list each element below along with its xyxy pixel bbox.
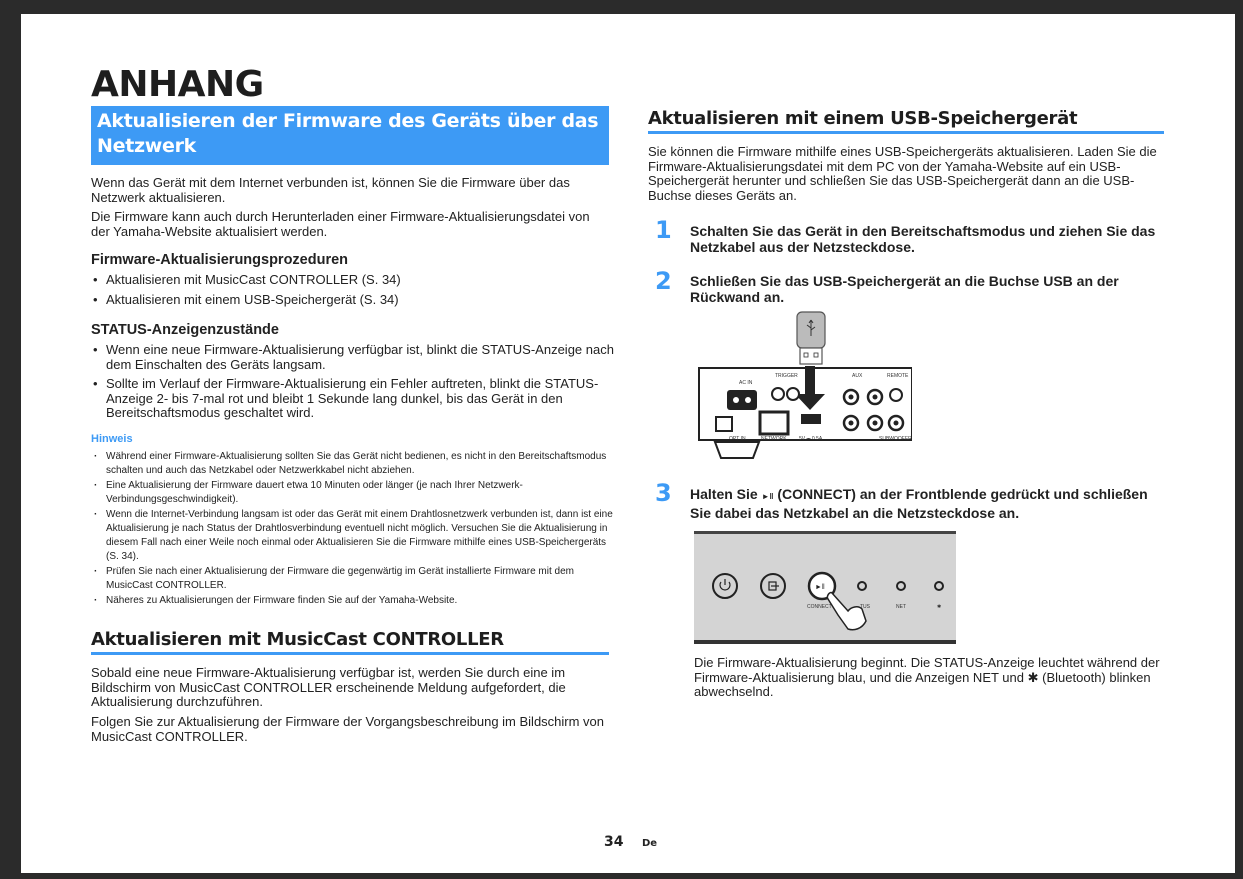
status-list bbox=[91, 343, 616, 426]
usb-heading: Aktualisieren mit einem USB-Speichergerät bbox=[648, 108, 1164, 134]
label-subwoofer: SUBWOOFER bbox=[879, 436, 912, 442]
step-number-2: 2 bbox=[655, 267, 672, 295]
section-title-network-update bbox=[91, 106, 609, 165]
label-usb: 5V ⎓ 0.5A bbox=[799, 436, 823, 442]
intro-paragraph-1 bbox=[91, 176, 621, 205]
procedure-link-usb[interactable]: • Aktualisieren mit einem USB-Speichergerät (S. 34) bbox=[91, 293, 621, 308]
step-text-1: Schalten Sie das Gerät in den Bereitschaftsmodus und ziehen Sie das Netzkabel aus der Netzsteckdose. bbox=[690, 223, 1156, 255]
procedures-list bbox=[91, 273, 621, 312]
step-text-3 bbox=[690, 486, 1165, 521]
chapter-title: ANHANG bbox=[91, 64, 264, 105]
label-aux: AUX bbox=[852, 373, 863, 379]
label-connect: CONNECT bbox=[807, 604, 832, 610]
musiccast-heading: Aktualisieren mit MusicCast CONTROLLER bbox=[91, 629, 609, 655]
usb-stick-icon bbox=[797, 312, 825, 364]
document-page bbox=[21, 14, 1235, 873]
step-text-2: Schließen Sie das USB-Speichergerät an die Buchse USB an der Rückwand an. bbox=[690, 273, 1119, 305]
step-number-1: 1 bbox=[655, 216, 672, 244]
page-number: 34 bbox=[604, 834, 624, 850]
musiccast-paragraph-1: Sobald eine neue Firmware-Aktualisierung verfügbar ist, werden Sie durch eine im Bildschirm von MusicCast CONTROLLER erscheinende Meldung aufgefordert, die Aktualisierung durchzuführen. bbox=[91, 665, 566, 709]
notes-list bbox=[91, 450, 616, 609]
label-net: NET bbox=[896, 604, 906, 610]
label-opt-in: OPT IN bbox=[729, 436, 746, 442]
section-title-line2: Netzwerk bbox=[97, 135, 196, 157]
status-item: • Sollte im Verlauf der Firmware-Aktualisierung ein Fehler auftreten, blinkt die STATUS-Anzeige 2- bis 7-mal rot und bleibt 1 Sekunde lang dunkel, bis das Gerät in den Bereitschaftsmodus geschaltet wird. bbox=[91, 377, 616, 421]
input-button-icon bbox=[761, 574, 785, 598]
bluetooth-icon: ✱ bbox=[1027, 669, 1039, 685]
intro-p1-line2: Netzwerk aktualisieren. bbox=[91, 189, 226, 205]
svg-text:►‖: ►‖ bbox=[815, 584, 825, 591]
note-item: · Während einer Firmware-Aktualisierung sollten Sie das Gerät nicht bedienen, es nicht in den Bereitschaftsmodus schalten und auch das Netzkabel oder Netzwerkkabel nicht abziehen. bbox=[91, 450, 616, 478]
label-trigger: TRIGGER bbox=[775, 373, 798, 379]
play-pause-icon: ►‖ bbox=[761, 492, 774, 501]
note-item: · Prüfen Sie nach einer Aktualisierung der Firmware die gegenwärtig im Gerät installierte Firmware mit dem MusicCast CONTROLLER. bbox=[91, 565, 616, 593]
section-title-line1: Aktualisieren der Firmware des Geräts über das bbox=[97, 110, 599, 132]
note-item: · Näheres zu Aktualisierungen der Firmware finden Sie auf der Yamaha-Website. bbox=[91, 594, 616, 608]
usb-intro: Sie können die Firmware mithilfe eines USB-Speichergeräts aktualisieren. Laden Sie die Firmware-Aktualisierungsdatei mit dem PC von der Yamaha-Website auf ein USB-Speichergerät herunter und schließen Sie das USB-Speichergerät dann an die USB-Buchse dieses Geräts an. bbox=[648, 144, 1157, 203]
note-item: · Wenn die Internet-Verbindung langsam ist oder das Gerät mit einem Drahtlosnetzwerk verbunden ist, dann ist eine Aktualisierung je nach Status der Drahtlosverbindung eventuell nicht möglich. Versuchen Sie die Aktualisierung in diesem Fall nach einer Weile noch einmal oder Aktualisieren Sie die Firmware mithilfe eines USB-Speichergeräts (S. 34). bbox=[91, 508, 616, 564]
label-network: NETWORK bbox=[761, 436, 787, 442]
language-code: De bbox=[642, 838, 658, 849]
status-item: • Wenn eine neue Firmware-Aktualisierung verfügbar ist, blinkt die STATUS-Anzeige nach dem Einschalten des Geräts langsam. bbox=[91, 343, 616, 372]
musiccast-paragraph-2: Folgen Sie zur Aktualisierung der Firmware der Vorgangsbeschreibung im Bildschirm von MusicCast CONTROLLER. bbox=[91, 714, 605, 744]
step3-text-after: (CONNECT) an der Frontblende gedrückt und schließen Sie dabei das Netzkabel an die Netzsteckdose an. bbox=[690, 486, 1148, 521]
front-panel-illustration bbox=[694, 531, 956, 644]
bluetooth-icon: ✱ bbox=[937, 604, 942, 610]
result-text bbox=[694, 656, 1164, 700]
label-status: TUS bbox=[860, 604, 870, 610]
procedure-link-musiccast[interactable]: • Aktualisieren mit MusicCast CONTROLLER (S. 34) bbox=[91, 273, 621, 288]
rear-panel-illustration bbox=[697, 306, 912, 466]
intro-p1-line1: Wenn das Gerät mit dem Internet verbunden ist, können Sie die Firmware über das bbox=[91, 175, 570, 190]
intro-paragraph-2 bbox=[91, 210, 631, 239]
label-remote: REMOTE bbox=[887, 373, 909, 379]
procedures-heading: Firmware-Aktualisierungsprozeduren bbox=[91, 252, 349, 268]
note-item: · Eine Aktualisierung der Firmware dauert etwa 10 Minuten oder länger (je nach Ihrer Netzwerk-Verbindungsgeschwindigkeit). bbox=[91, 479, 616, 507]
result-text-end: (Bluetooth) blinken abwechselnd. bbox=[694, 669, 1151, 699]
intro-p2-line1: Die Firmware kann auch durch Herunterladen einer Firmware-Aktualisierungsdatei von bbox=[91, 209, 590, 224]
label-ac-in: AC IN bbox=[739, 380, 753, 386]
intro-p2-line2: der Yamaha-Website aktualisiert werden. bbox=[91, 223, 328, 239]
status-heading: STATUS-Anzeigenzustände bbox=[91, 322, 279, 338]
power-button-icon bbox=[713, 574, 737, 598]
result-text-main: Die Firmware-Aktualisierung beginnt. Die STATUS-Anzeige leuchtet während der Firmware-Aktualisierung blau, und die Anzeigen NET und bbox=[694, 655, 1160, 685]
step-number-3: 3 bbox=[655, 479, 672, 507]
note-title: Hinweis bbox=[91, 433, 133, 445]
step3-text-before: Halten Sie bbox=[690, 486, 758, 502]
